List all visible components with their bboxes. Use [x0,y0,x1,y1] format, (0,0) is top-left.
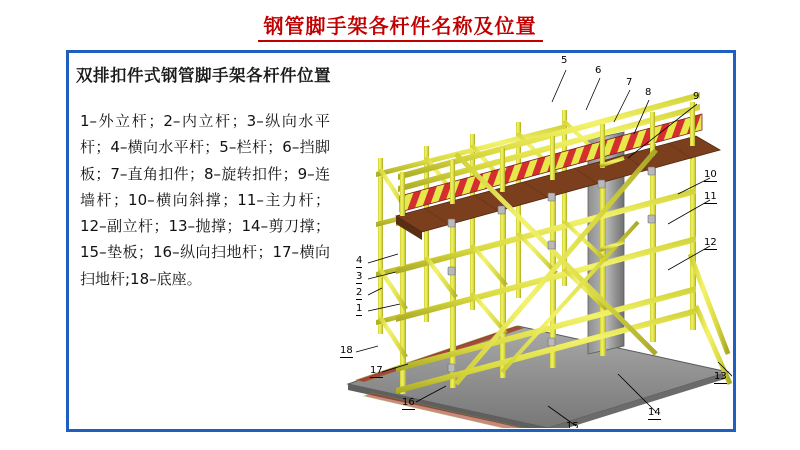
callout-7: 7 [626,77,633,88]
callout-13: 13 [714,371,727,382]
callout-16: 16 [402,397,415,408]
callout-2: 2 [356,287,363,298]
callout-4: 4 [356,255,363,266]
callout-18: 18 [340,345,353,356]
callout-12: 12 [704,237,717,248]
callout-8: 8 [645,87,652,98]
callout-14: 14 [648,407,661,418]
title-container [0,14,800,42]
callout-15: 15 [566,422,579,428]
scaffold-diagram [338,54,732,428]
callout-1: 1 [356,303,363,314]
callout-3: 3 [356,271,363,282]
callout-11: 11 [704,191,717,202]
callout-5: 5 [561,55,568,66]
legend-heading: 双排扣件式钢管脚手架各杆件位置 [76,66,331,85]
callout-9: 9 [693,91,700,102]
scaffold-illustration [338,54,732,428]
callout-17: 17 [370,365,383,376]
legend-body-text: 1–外立杆；2–内立杆；3–纵向水平杆；4–横向水平杆；5–栏杆；6–挡脚板；7–直角扣件；8–旋转扣件；9–连墙杆；10–横向斜撑；11–主力杆；12–副立杆；13–抛撑；14–剪刀撑；15–垫板；16–纵向扫地杆；17–横向扫地杆;18–底座。 [80,112,330,288]
page-title: 钢管脚手架各杆件名称及位置 [258,14,543,42]
callout-6: 6 [595,65,602,76]
callout-10: 10 [704,169,717,180]
